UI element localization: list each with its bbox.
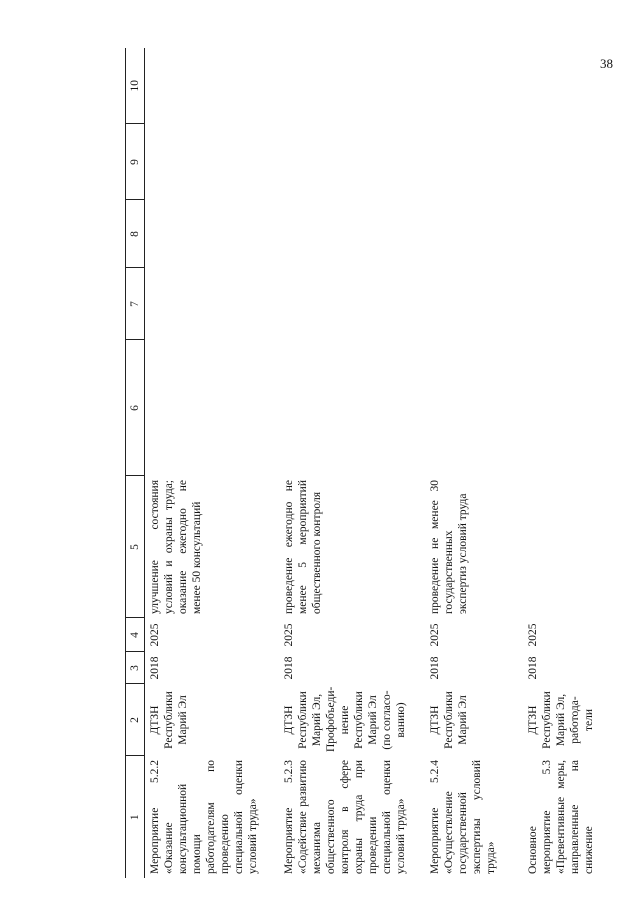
empty-cell — [425, 268, 523, 340]
empty-cell — [425, 48, 523, 124]
column-header: 2 — [126, 684, 145, 756]
start-year-cell: 2018 — [283, 656, 295, 680]
column-header: 9 — [126, 124, 145, 200]
page-number: 38 — [600, 56, 613, 71]
empty-cell — [145, 268, 280, 340]
start-year-cell: 2018 — [149, 656, 161, 680]
end-year-cell: 2025 — [149, 623, 161, 647]
empty-cell — [523, 200, 599, 268]
table-row — [425, 48, 523, 878]
empty-cell — [279, 124, 425, 200]
table-row — [145, 48, 280, 878]
column-number-row — [126, 48, 145, 878]
end-year-cell: 2025 — [283, 623, 295, 647]
column-header: 6 — [126, 340, 145, 476]
empty-cell — [523, 48, 599, 124]
empty-cell — [145, 124, 280, 200]
empty-cell — [425, 200, 523, 268]
measure-cell: Мероприятие 5.2.4 «Осуществление государственной экспертизы условий труда» — [429, 760, 497, 874]
result-cell — [523, 476, 599, 618]
empty-cell — [145, 200, 280, 268]
column-header: 1 — [126, 756, 145, 878]
empty-cell — [279, 48, 425, 124]
start-year-cell: 2018 — [527, 656, 539, 680]
measure-cell: Мероприятие 5.2.3 «Содействие развитию механизма общественного контроля в сфере охраны труда при проведении специальной оценки условий труда» — [283, 760, 407, 874]
empty-cell — [279, 200, 425, 268]
result-cell: проведение ежегодно не менее 5 мероприятий общественного контроля — [283, 480, 323, 614]
column-header: 8 — [126, 200, 145, 268]
result-cell: улучшение состояния условий и охраны труда; оказание ежегодно не менее 50 консультаций — [149, 480, 203, 614]
measure-cell: Мероприятие 5.2.2 «Оказание консультационной помощи работодателям по проведению специальной оценки условий труда» — [149, 760, 259, 874]
end-year-cell: 2025 — [429, 623, 441, 647]
executor-cell: ДТЗН Республики Марий Эл, работода-тели — [527, 691, 595, 749]
empty-cell — [425, 340, 523, 476]
result-cell: проведение не менее 30 государственных экспертиз условий труда — [429, 480, 469, 614]
column-header: 3 — [126, 652, 145, 684]
column-header: 10 — [126, 48, 145, 124]
empty-cell — [279, 340, 425, 476]
empty-cell — [523, 340, 599, 476]
measure-cell: Основное мероприятие 5.3 «Превентивные меры, направленные на снижение — [527, 760, 595, 874]
column-header: 5 — [126, 476, 145, 618]
column-header: 7 — [126, 268, 145, 340]
rotated-table-frame — [125, 48, 595, 878]
empty-cell — [145, 340, 280, 476]
empty-cell — [523, 124, 599, 200]
table-row — [279, 48, 425, 878]
empty-cell — [145, 48, 280, 124]
executor-cell: ДТЗН Республики Марий Эл — [429, 691, 469, 749]
measures-table — [125, 48, 599, 878]
executor-cell: ДТЗН Республики Марий Эл, Профобъеди-нение Республики Марий Эл (по согласо-ванию) — [283, 686, 407, 752]
executor-cell: ДТЗН Республики Марий Эл — [149, 691, 189, 749]
empty-cell — [425, 124, 523, 200]
empty-cell — [523, 268, 599, 340]
column-header: 4 — [126, 618, 145, 652]
end-year-cell: 2025 — [527, 623, 539, 647]
start-year-cell: 2018 — [429, 656, 441, 680]
empty-cell — [279, 268, 425, 340]
table-row — [523, 48, 599, 878]
